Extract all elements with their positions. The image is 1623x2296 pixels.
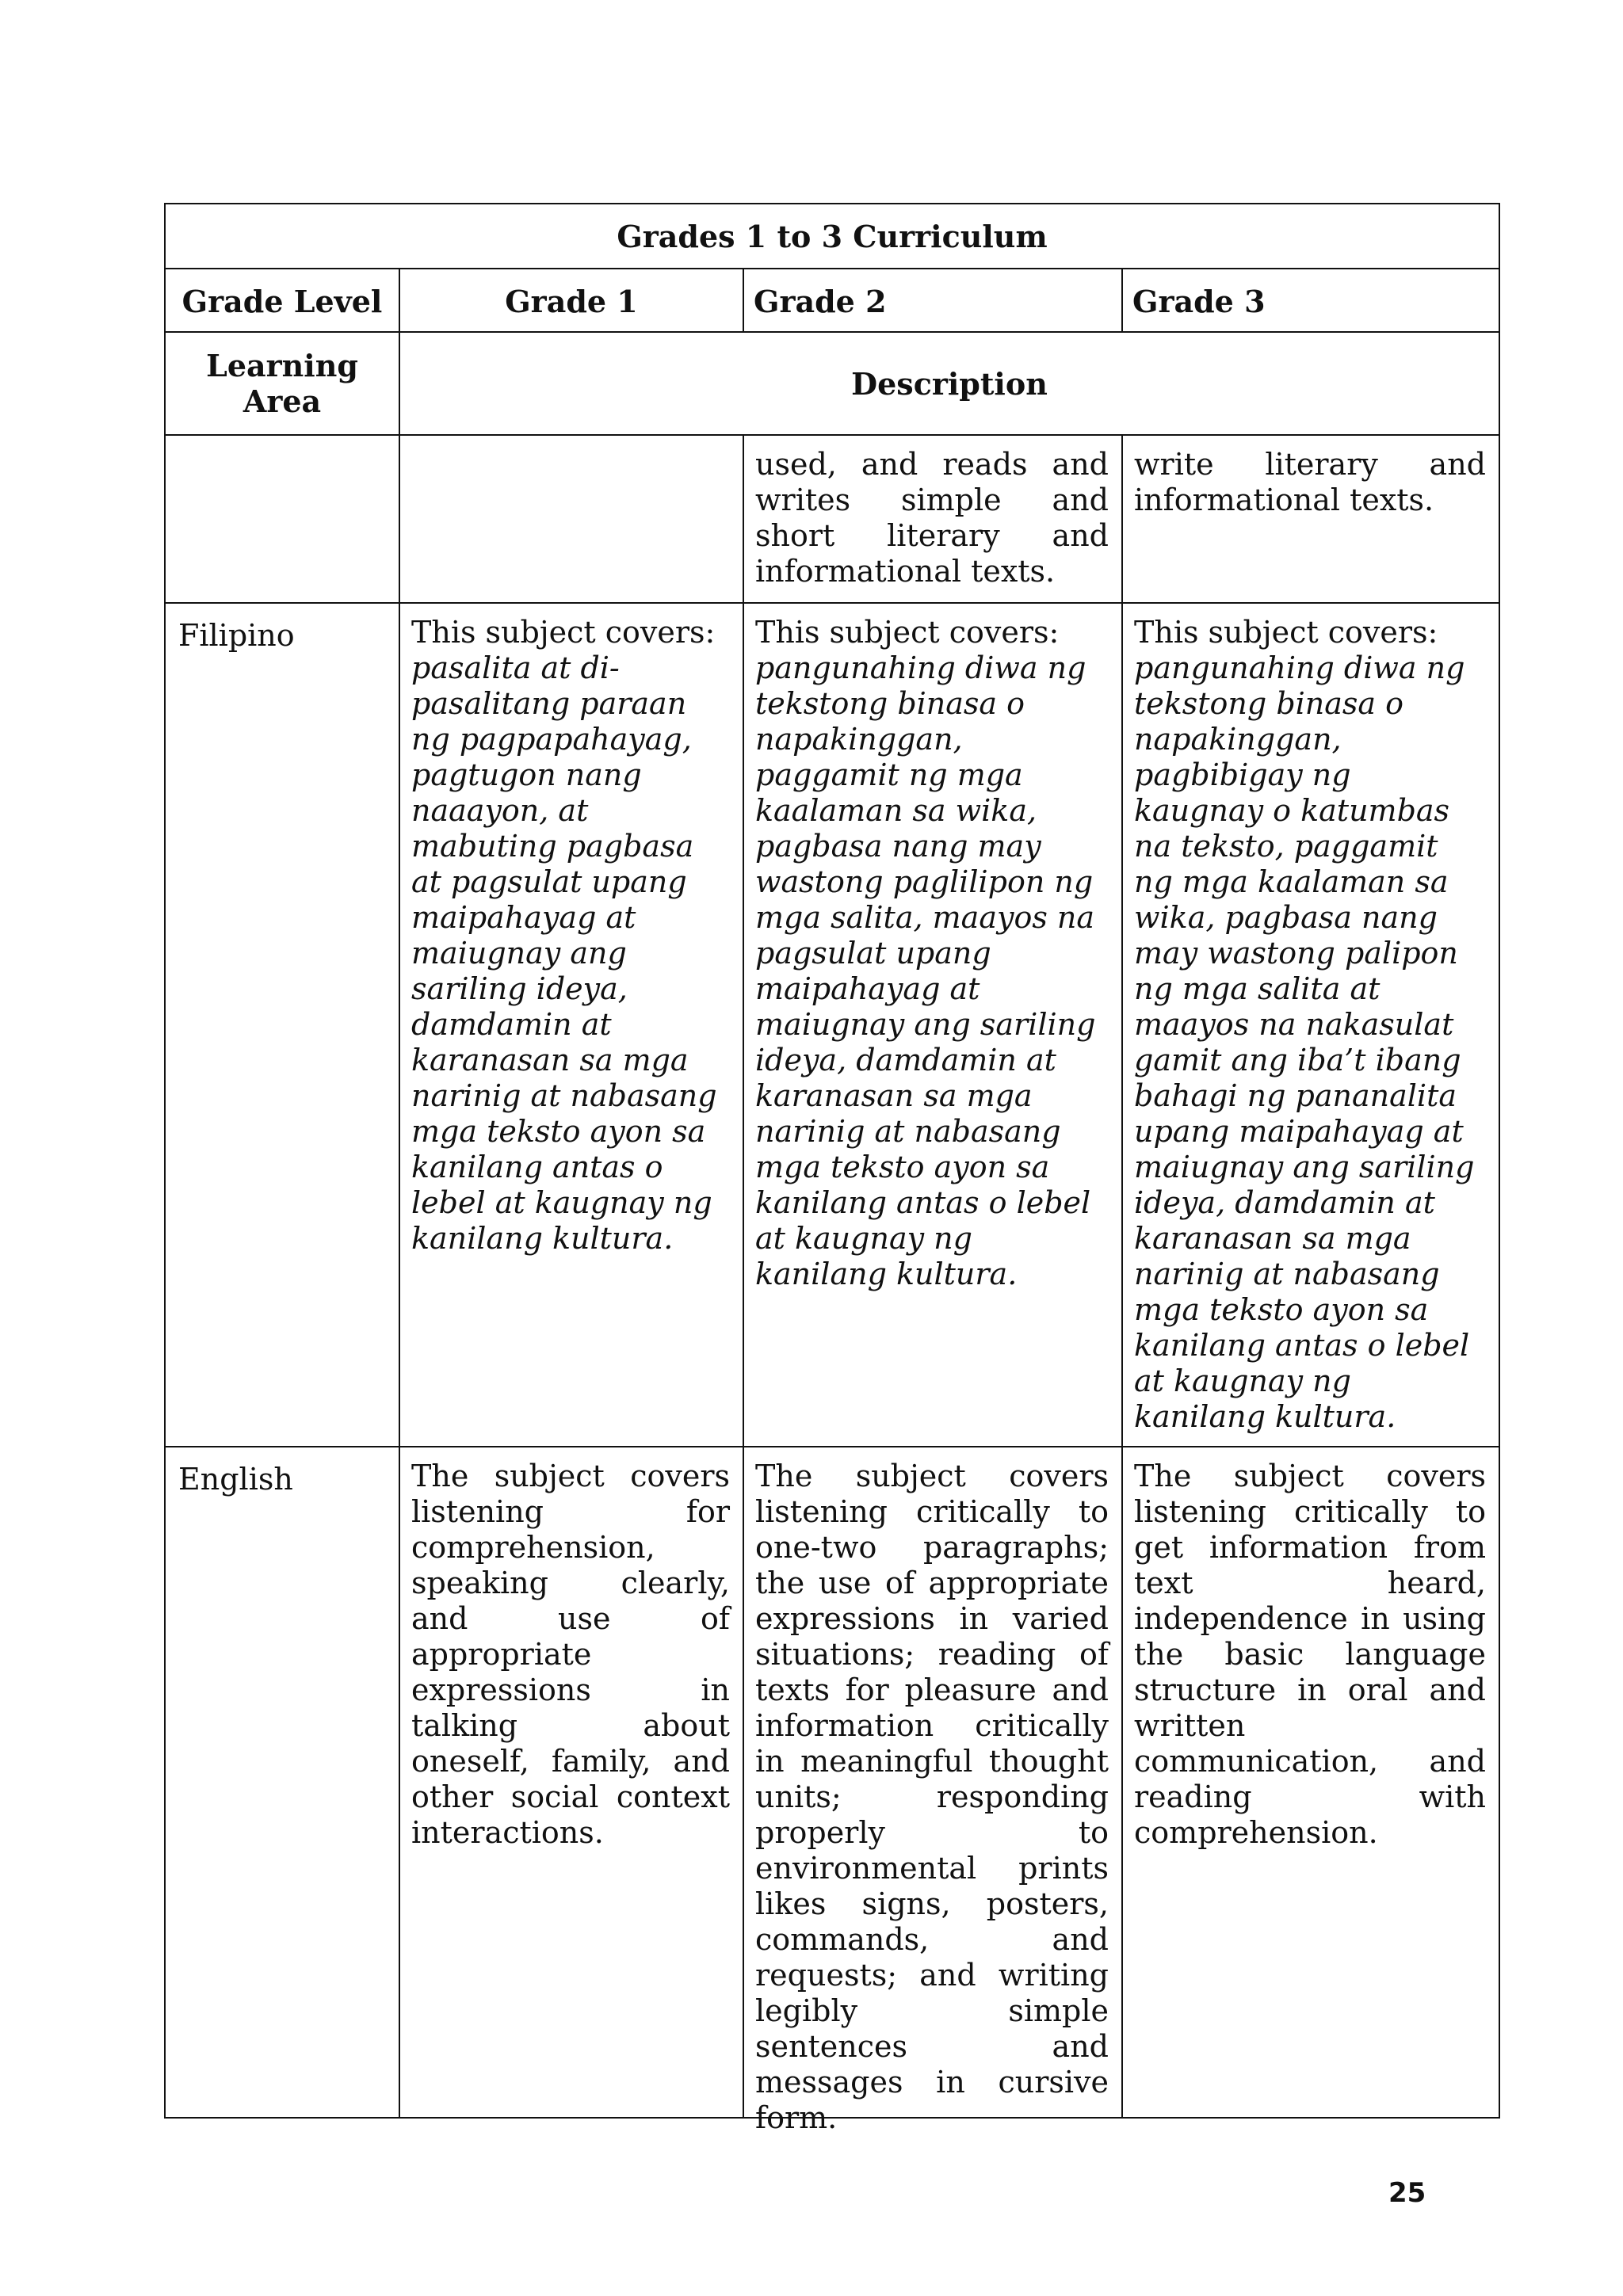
- cell-intro: This subject covers:: [755, 615, 1060, 650]
- table-cell-grade-1: [399, 604, 743, 1446]
- table-cell-grade-2: used, and reads and writes simple and short literary and informational texts.: [743, 436, 1121, 602]
- subheader-row: [166, 331, 1499, 434]
- table-title: Grades 1 to 3 Curriculum: [617, 218, 1048, 254]
- table-cell-grade-3: [1121, 604, 1499, 1446]
- table-title-row: [166, 204, 1499, 268]
- cell-intro: This subject covers:: [411, 615, 716, 650]
- table-cell-grade-1: The subject covers listening for comprehension, speaking clearly, and use of appropriate expressions in talking about oneself, family, and other social context interactions.: [399, 1447, 743, 2117]
- page-number: 25: [1388, 2177, 1426, 2209]
- header-grade-2: Grade 2: [743, 269, 1121, 331]
- curriculum-table: [164, 203, 1500, 2135]
- table-cell: [399, 436, 743, 602]
- table-cell-grade-2: [743, 604, 1121, 1446]
- table-row: [166, 434, 1499, 602]
- header-description: Description: [399, 333, 1499, 434]
- header-grade-3: Grade 3: [1121, 269, 1499, 331]
- cell-text: pasalita at di-pasalitang paraan ng pagpapahayag, pagtugon nang naaayon, at mabuting pagbasa at pagsulat upang maipahayag at maiugnay ang sariling ideya, damdamin at karanasan sa mga narinig at nabasang mga teksto ayon sa kanilang antas o lebel at kaugnay ng kanilang kultura.: [411, 650, 717, 1256]
- cell-text: pangunahing diwa ng tekstong binasa o napakinggan, paggamit ng mga kaalaman sa wika, pagbasa nang may wastong paglilipon ng mga salita, maayos na pagsulat upang maipahayag at maiugnay ang sariling ideya, damdamin at karanasan sa mga narinig at nabasang mga teksto ayon sa kanilang antas o lebel at kaugnay ng kanilang kultura.: [755, 650, 1096, 1291]
- grade-header-row: [166, 268, 1499, 331]
- table-cell: [166, 436, 399, 602]
- learning-area-label: Filipino: [178, 618, 295, 653]
- header-grade-1: Grade 1: [399, 269, 743, 331]
- table-row-filipino: [166, 602, 1499, 1446]
- cell-text: pangunahing diwa ng tekstong binasa o napakinggan, pagbibigay ng kaugnay o katumbas na teksto, paggamit ng mga kaalaman sa wika, pagbasa nang may wastong palipon ng mga salita at maayos na nakasulat gamit ang iba’t ibang bahagi ng pananalita upang maipahayag at maiugnay ang sariling ideya, damdamin at karanasan sa mga narinig at nabasang mga teksto ayon sa kanilang antas o lebel at kaugnay ng kanilang kultura.: [1134, 650, 1475, 1434]
- table-cell-grade-3: write literary and informational texts.: [1121, 436, 1499, 602]
- learning-area-label: English: [178, 1462, 293, 1497]
- table-cell-grade-3: The subject covers listening critically to get information from text heard, independence in using the basic language structure in oral and written communication, and reading with comprehension.: [1121, 1447, 1499, 2117]
- cell-intro: This subject covers:: [1134, 615, 1438, 650]
- header-learning-area: Learning Area: [206, 348, 358, 419]
- header-grade-level: Grade Level: [181, 283, 383, 319]
- table-cell-grade-2: The subject covers listening critically to one-two paragraphs; the use of appropriate expressions in varied situations; reading of texts for pleasure and information critically in meaningful thought units; responding properly to environmental prints likes signs, posters, commands, and requests; and writing legibly simple sentences and messages in cursive form.: [743, 1447, 1121, 2117]
- table-row-english: [166, 1446, 1499, 2135]
